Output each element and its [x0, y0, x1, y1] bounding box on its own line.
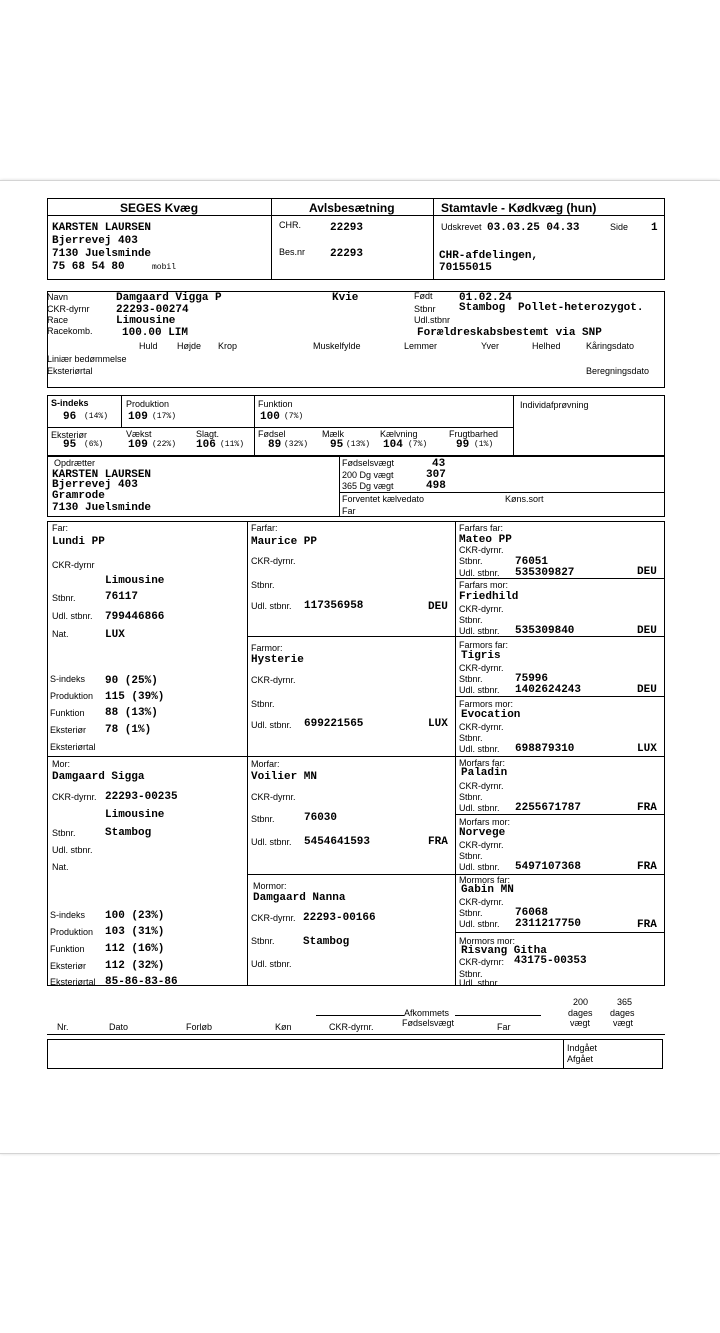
- chr-dept-no: 70155015: [439, 262, 492, 274]
- breeder-name: KARSTEN LAURSEN: [52, 469, 152, 481]
- farmor-name: Hysterie: [251, 654, 304, 666]
- chr-value: 22293: [330, 222, 364, 234]
- morfar-name: Voilier MN: [251, 771, 318, 783]
- weight-365d: 498: [426, 480, 446, 492]
- animal-name: Damgaard Vigga P: [116, 292, 222, 304]
- page-label: Side: [610, 222, 629, 232]
- owner-street: Bjerrevej 403: [52, 235, 138, 247]
- s-index-value: 96: [63, 411, 77, 423]
- dam-name: Damgaard Sigga: [52, 771, 145, 783]
- sire-name: Lundi PP: [52, 536, 105, 548]
- doc-title: Stamtavle - Kødkvæg (hun): [441, 201, 597, 215]
- mormor-name: Damgaard Nanna: [253, 892, 346, 904]
- besnr-label: Bes.nr: [279, 247, 306, 257]
- animal-polled: Pollet-heterozygot.: [518, 302, 644, 314]
- owner-city: 7130 Juelsminde: [52, 248, 152, 260]
- printed-value: 03.03.25 04.33: [487, 222, 580, 234]
- birth-weight: 43: [432, 458, 446, 470]
- besnr-value: 22293: [330, 248, 364, 260]
- owner-name: KARSTEN LAURSEN: [52, 222, 152, 234]
- farfar-name: Maurice PP: [251, 536, 318, 548]
- pedigree-sheet: SEGES Kvæg Avlsbesætning Stamtavle - Kødkvæg (hun) KARSTEN LAURSEN Bjerrevej 403 7130 Juelsminde 75 68 54 80 mobil CHR. 22293 Bes.nr 22293 Udskrevet 03.03.25 04.33 Side 1 CHR-afdelingen, 70155015 Navn Damgaard Vigga P Kvie Født 01.02.24 CKR-dyrnr 22293-00274 Stbnr Stambog Pollet-heterozygot. Race Limousine Udl.stbnr Racekomb. 100.00 LIM Forældreskabsbestemt via SNP Huld Højde Krop Muskelfylde Lemmer Yver Helhed Kåringsdato Liniær bedømmelse Eksteriørtal Beregningsdato S-indeks 96 (14%) Produktion 109 (17%) Funktion 100 (7%) Individafprøvning Eksteriør 95 (6%) Vækst 109 (22%) Slagt. 106 (11%) Fødsel 89 (32%) Mælk 95 (13%) Kælvning 104 (7%) Frugtbarhed 99 (1%) Opdrætter KARSTEN LAURSEN Bjerrevej 403 Gramrode 7130 Juelsminde Fødselsvægt 43 200 Dg vægt 307 365 Dg vægt 498 Forventet kælvedato Køns.sort Far Far: Lundi PP CKR-dyrnr Limousine Stbnr. 76117 Udl. stbnr. 799446866 Nat. LUX S-indeks 90 (25%) Produktion 115 (39%) Funktion 88 (13%) Eksteriør 78 (1%) Eksteriørtal Mor: Damgaard Sigga CKR-dyrnr. 22293-00235 Limousine Stbnr. Stambog Udl. stbnr. Nat. S-indeks 100 (23%) Produktion 103 (31%) Funktion 112 (16%) Eksteriør 112 (32%) Eksteriørtal 85-86-83-86 Farfar: Maurice PP CKR-dyrnr. Stbnr. Udl. stbnr. 117356958 DEU Farmor: Hysterie CKR-dyrnr. Stbnr. Udl. stbnr. 699221565 LUX Morfar: Voilier MN CKR-dyrnr. Stbnr. 76030 Udl. stbnr. 5454641593 FRA Mormor: Damgaard Nanna CKR-dyrnr. 22293-00166 Stbnr. Stambog Udl. stbnr. Farfars far: Mateo PP CKR-dyrnr. Stbnr. 76051 Udl. stbnr. 535309827 DEU Farfars mor: Friedhild CKR-dyrnr. Stbnr. Udl. stbnr. 535309840 DEU Farmors far: Tigris CKR-dyrnr. Stbnr. 75996 Udl. stbnr. 1402624243 DEU Farmors mor: Evocation CKR-dyrnr. Stbnr. Udl. stbnr. 698879310 LUX Morfars far: Paladin CKR-dyrnr. Stbnr. Udl. stbnr. 2255671787 FRA Morfars mor: Norvege CKR-dyrnr. Stbnr. Udl. stbnr. 5497107368 FRA Mormors far: Gabin MN CKR-dyrnr. Stbnr. 76068 Udl. stbnr. 2311217750 FRA Mormors mor: Risvang Githa CKR-dyrnr: 43175-00353 Stbnr. Udl. stbnr. 200 dages vægt 365 dages vægt Afkommets Fødselsvægt Nr. Dato Forløb Køn CKR-dyrnr. Far Indgået Afgået: [0, 180, 720, 1154]
- animal-racekomb: 100.00 LIM: [122, 327, 189, 339]
- section-title: Avlsbesætning: [309, 201, 395, 215]
- page-number: 1: [651, 222, 658, 234]
- owner-phone: 75 68 54 80: [52, 261, 125, 273]
- weight-200d: 307: [426, 469, 446, 481]
- function-value: 100: [260, 411, 280, 423]
- chr-dept: CHR-afdelingen,: [439, 250, 539, 262]
- animal-stbnr: Stambog: [459, 302, 506, 314]
- printed-label: Udskrevet: [441, 222, 482, 232]
- owner-phone-type: mobil: [152, 263, 177, 272]
- production-value: 109: [128, 411, 148, 423]
- org-title: SEGES Kvæg: [120, 201, 199, 215]
- animal-race: Limousine: [116, 315, 176, 327]
- chr-label: CHR.: [279, 220, 301, 230]
- animal-birthdate: 01.02.24: [459, 292, 512, 304]
- animal-sex: Kvie: [332, 292, 359, 304]
- animal-parentage: Forældreskabsbestemt via SNP: [417, 327, 602, 339]
- animal-ckr: 22293-00274: [116, 304, 189, 316]
